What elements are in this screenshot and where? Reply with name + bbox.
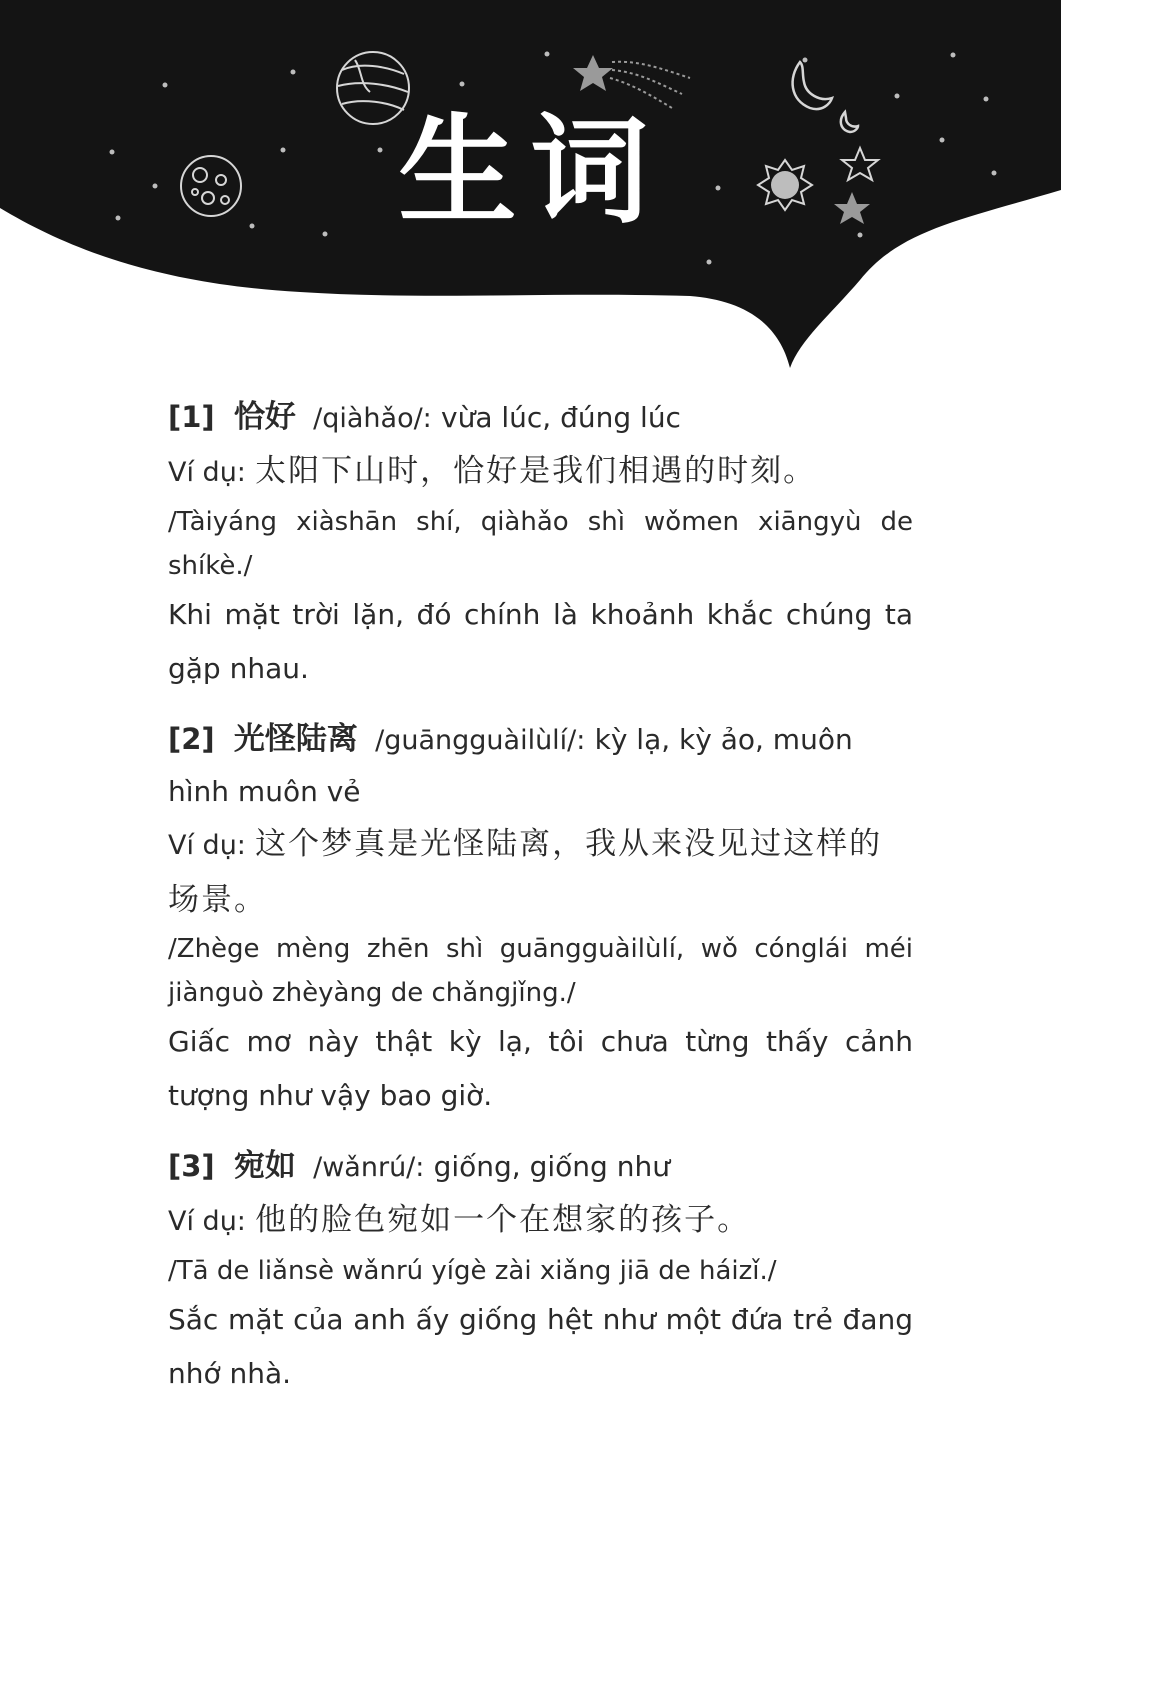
example-translation: Sắc mặt của anh ấy giống hệt như một đứa trẻ đang nhớ nhà.	[168, 1303, 913, 1390]
entry-headline	[168, 714, 913, 817]
entry-meaning: vừa lúc, đúng lúc	[441, 401, 681, 434]
vocab-entry	[168, 392, 913, 696]
entry-number: [1]	[168, 400, 215, 434]
entry-headline	[168, 1141, 913, 1193]
example-hanzi: 太阳下山时，恰好是我们相遇的时刻。	[255, 453, 817, 489]
entry-word: 宛如	[233, 1148, 296, 1184]
example-sentence	[168, 444, 913, 500]
entry-headline	[168, 392, 913, 444]
example-label: Ví dụ:	[168, 457, 246, 488]
entry-pinyin: /guāngguàilùlí/:	[375, 725, 586, 756]
entry-word: 恰好	[233, 399, 296, 435]
example-sentence	[168, 1193, 913, 1249]
vocab-entry	[168, 714, 913, 1123]
example-hanzi: 他的脸色宛如一个在想家的孩子。	[255, 1202, 751, 1238]
entry-meaning: kỳ lạ, kỳ ảo, muôn hình muôn vẻ	[168, 723, 853, 808]
vocabulary-list	[168, 392, 913, 1419]
example-translation: Giấc mơ này thật kỳ lạ, tôi chưa từng thấy cảnh tượng như vậy bao giờ.	[168, 1025, 913, 1112]
page-title: 生词	[398, 101, 663, 240]
example-pinyin: /Tā de liǎnsè wǎnrú yígè zài xiǎng jiā de háizǐ./	[168, 1256, 777, 1286]
night-sky-header	[0, 0, 1061, 380]
example-translation: Khi mặt trời lặn, đó chính là khoảnh khắc chúng ta gặp nhau.	[168, 598, 913, 685]
entry-meaning: giống, giống như	[433, 1150, 670, 1183]
example-label: Ví dụ:	[168, 830, 246, 861]
example-pinyin: /Tàiyáng xiàshān shí, qiàhǎo shì wǒmen xiāngyù de shíkè./	[168, 507, 913, 581]
entry-number: [2]	[168, 722, 215, 756]
entry-number: [3]	[168, 1149, 215, 1183]
example-label: Ví dụ:	[168, 1206, 246, 1237]
example-pinyin: /Zhège mèng zhēn shì guāngguàilùlí, wǒ cónglái méi jiànguò zhèyàng de chǎngjǐng./	[168, 934, 913, 1008]
entry-pinyin: /qiàhǎo/:	[313, 403, 432, 434]
example-sentence	[168, 817, 913, 927]
entry-pinyin: /wǎnrú/:	[313, 1152, 425, 1183]
example-hanzi: 这个梦真是光怪陆离，我从来没见过这样的场景。	[168, 826, 883, 918]
entry-word: 光怪陆离	[233, 721, 358, 757]
vocab-entry	[168, 1141, 913, 1401]
